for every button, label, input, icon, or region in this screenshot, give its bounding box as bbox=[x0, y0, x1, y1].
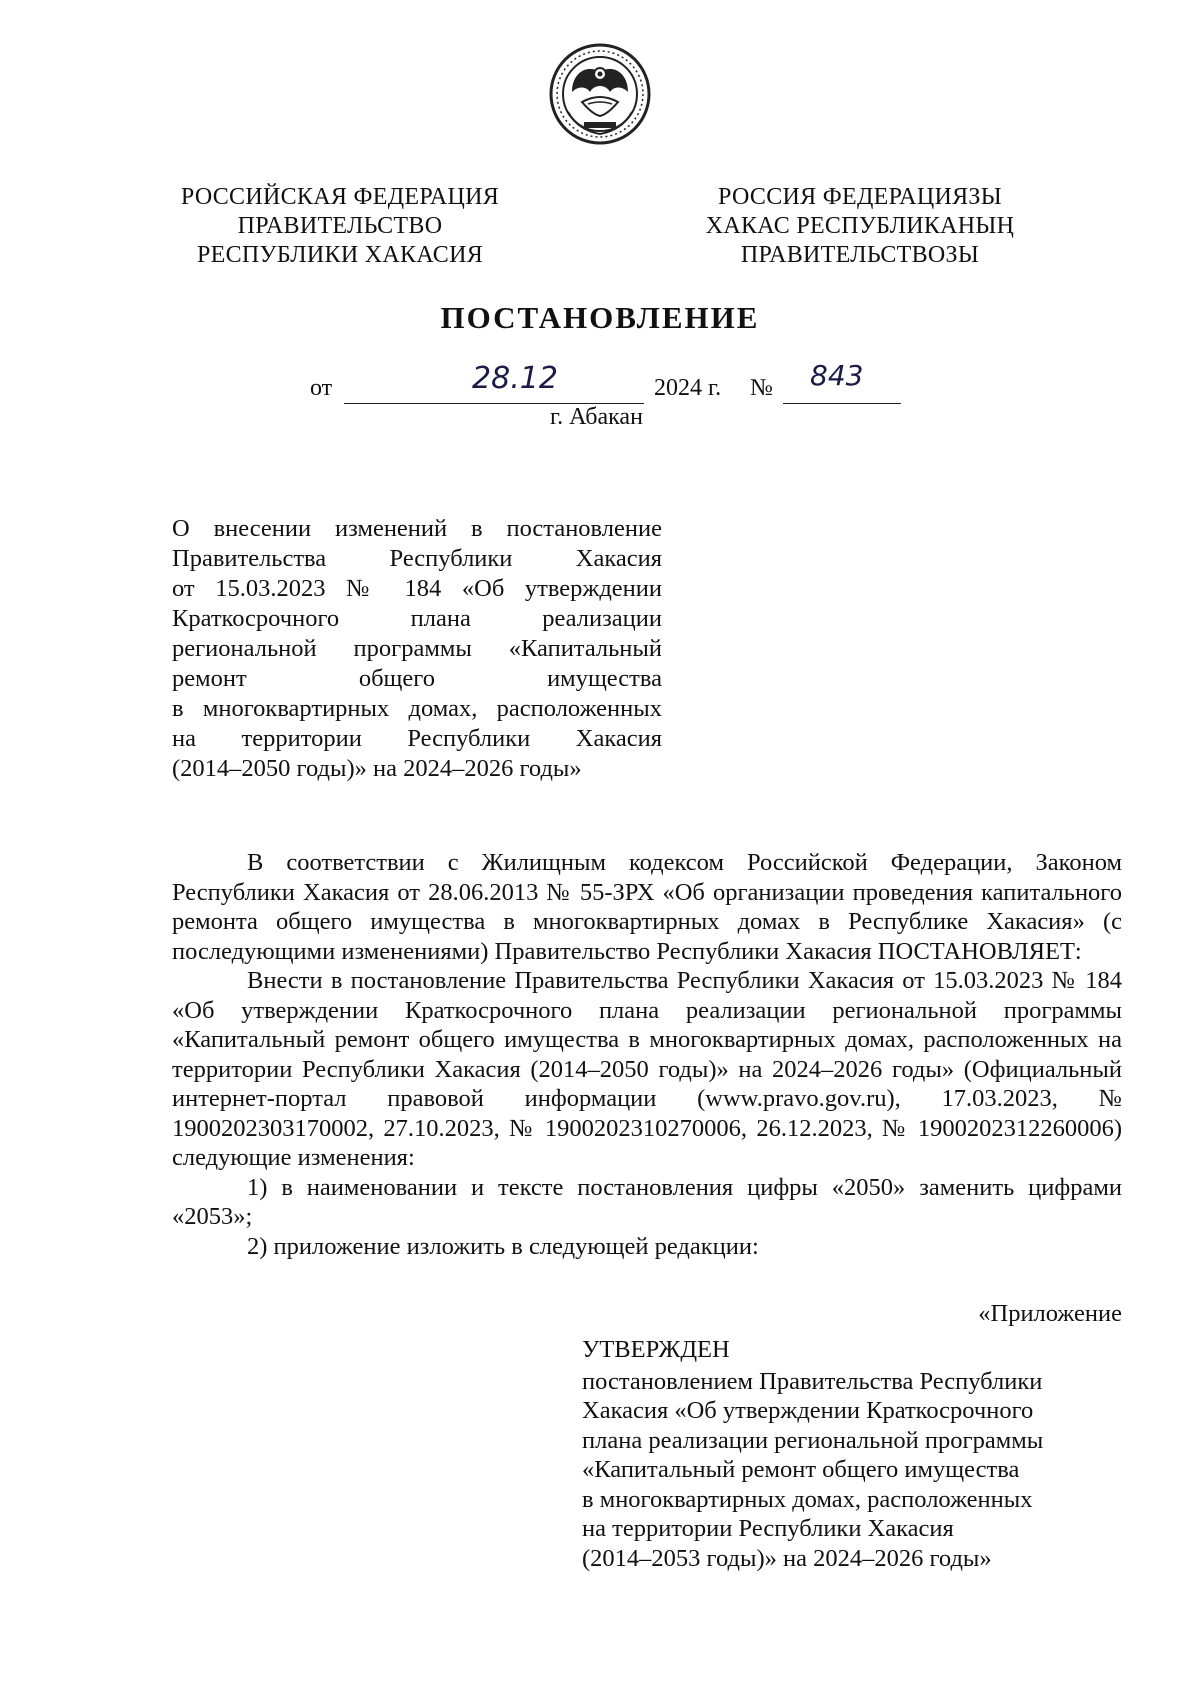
appendix-tag: «Приложение bbox=[978, 1300, 1122, 1327]
header-right bbox=[680, 183, 1040, 270]
header-left-line-1: РОССИЙСКАЯ ФЕДЕРАЦИЯ bbox=[180, 184, 500, 210]
subject-line: О внесении изменений в постановление bbox=[172, 515, 662, 542]
body-paragraph: В соответствии с Жилищным кодексом Российской Федерации, Законом Республики Хакасия от 28.06.2013 № 55-ЗРХ «Об организации проведения капитального ремонта общего имущества в многоквартирных домах в Республике Хакасия» (с последующими изменениями) Правительство Республики Хакасия ПОСТАНОВЛЯЕТ: bbox=[172, 849, 1122, 965]
subject-line: региональной программы «Капитальный bbox=[172, 635, 662, 662]
header-right-line-3: ПРАВИТЕЛЬСТВОЗЫ bbox=[740, 242, 980, 268]
date-line bbox=[310, 359, 910, 405]
subject-line: Правительства Республики Хакасия bbox=[172, 545, 662, 572]
date-prefix: от bbox=[310, 375, 333, 401]
approval-line: «Капитальный ремонт общего имущества bbox=[582, 1456, 1020, 1483]
body-paragraph: 2) приложение изложить в следующей редакции: bbox=[247, 1232, 759, 1260]
coat-of-arms-icon bbox=[548, 42, 652, 146]
body-paragraph: Внести в постановление Правительства Республики Хакасия от 15.03.2023 № 184 «Об утверждении Краткосрочного плана реализации региональной программы «Капитальный ремонт общего имущества в многоквартирных домах, расположенных на территории Республики Хакасия (2014–2050 годы)» на 2024–2026 годы» (Официальный интернет-портал правовой информации (www.pravo.gov.ru), 17.03.2023, № 1900202303170002, 27.10.2023, № 1900202310270006, 26.12.2023, № 1900202312260006) следующие изменения: bbox=[172, 967, 1122, 1171]
approval-line: плана реализации региональной программы bbox=[582, 1426, 1044, 1454]
subject-line: ремонт общего имущества bbox=[172, 665, 662, 692]
header-left bbox=[160, 183, 520, 270]
approval-block bbox=[582, 1335, 1122, 1573]
document-body bbox=[172, 848, 1122, 1261]
approval-line: постановлением Правительства Республики bbox=[582, 1367, 1043, 1395]
header-left-line-3: РЕСПУБЛИКИ ХАКАСИЯ bbox=[196, 242, 484, 268]
header-left-line-2: ПРАВИТЕЛЬСТВО bbox=[237, 213, 443, 239]
subject-block bbox=[172, 514, 662, 784]
handwritten-date: 28.12 bbox=[472, 361, 558, 396]
document-title: ПОСТАНОВЛЕНИЕ bbox=[440, 300, 760, 335]
city: г. Абакан bbox=[550, 404, 643, 430]
subject-line: на территории Республики Хакасия bbox=[172, 725, 662, 752]
subject-line: (2014–2050 годы)» на 2024–2026 годы» bbox=[172, 755, 582, 782]
approval-line: на территории Республики Хакасия bbox=[582, 1515, 954, 1542]
header-right-line-1: РОССИЯ ФЕДЕРАЦИЯЗЫ bbox=[718, 184, 1002, 210]
subject-line: от 15.03.2023 № 184 «Об утверждении bbox=[172, 575, 662, 602]
approval-line: Хакасия «Об утверждении Краткосрочного bbox=[582, 1397, 1034, 1424]
approval-line: в многоквартирных домах, расположенных bbox=[582, 1485, 1033, 1513]
body-paragraph: 1) в наименовании и тексте постановления цифры «2050» заменить цифрами «2053»; bbox=[172, 1173, 1122, 1230]
date-year: 2024 г. bbox=[654, 375, 722, 401]
approval-line: (2014–2053 годы)» на 2024–2026 годы» bbox=[582, 1544, 992, 1572]
number-underline bbox=[783, 403, 901, 404]
header-right-line-2: ХАКАС РЕСПУБЛИКАНЫҢ bbox=[705, 213, 1015, 239]
subject-line: в многоквартирных домах, расположенных bbox=[172, 695, 662, 722]
handwritten-number: 843 bbox=[810, 359, 864, 392]
approval-heading: УТВЕРЖДЕН bbox=[582, 1336, 730, 1363]
subject-line: Краткосрочного плана реализации bbox=[172, 605, 662, 632]
number-sign: № bbox=[750, 375, 773, 401]
